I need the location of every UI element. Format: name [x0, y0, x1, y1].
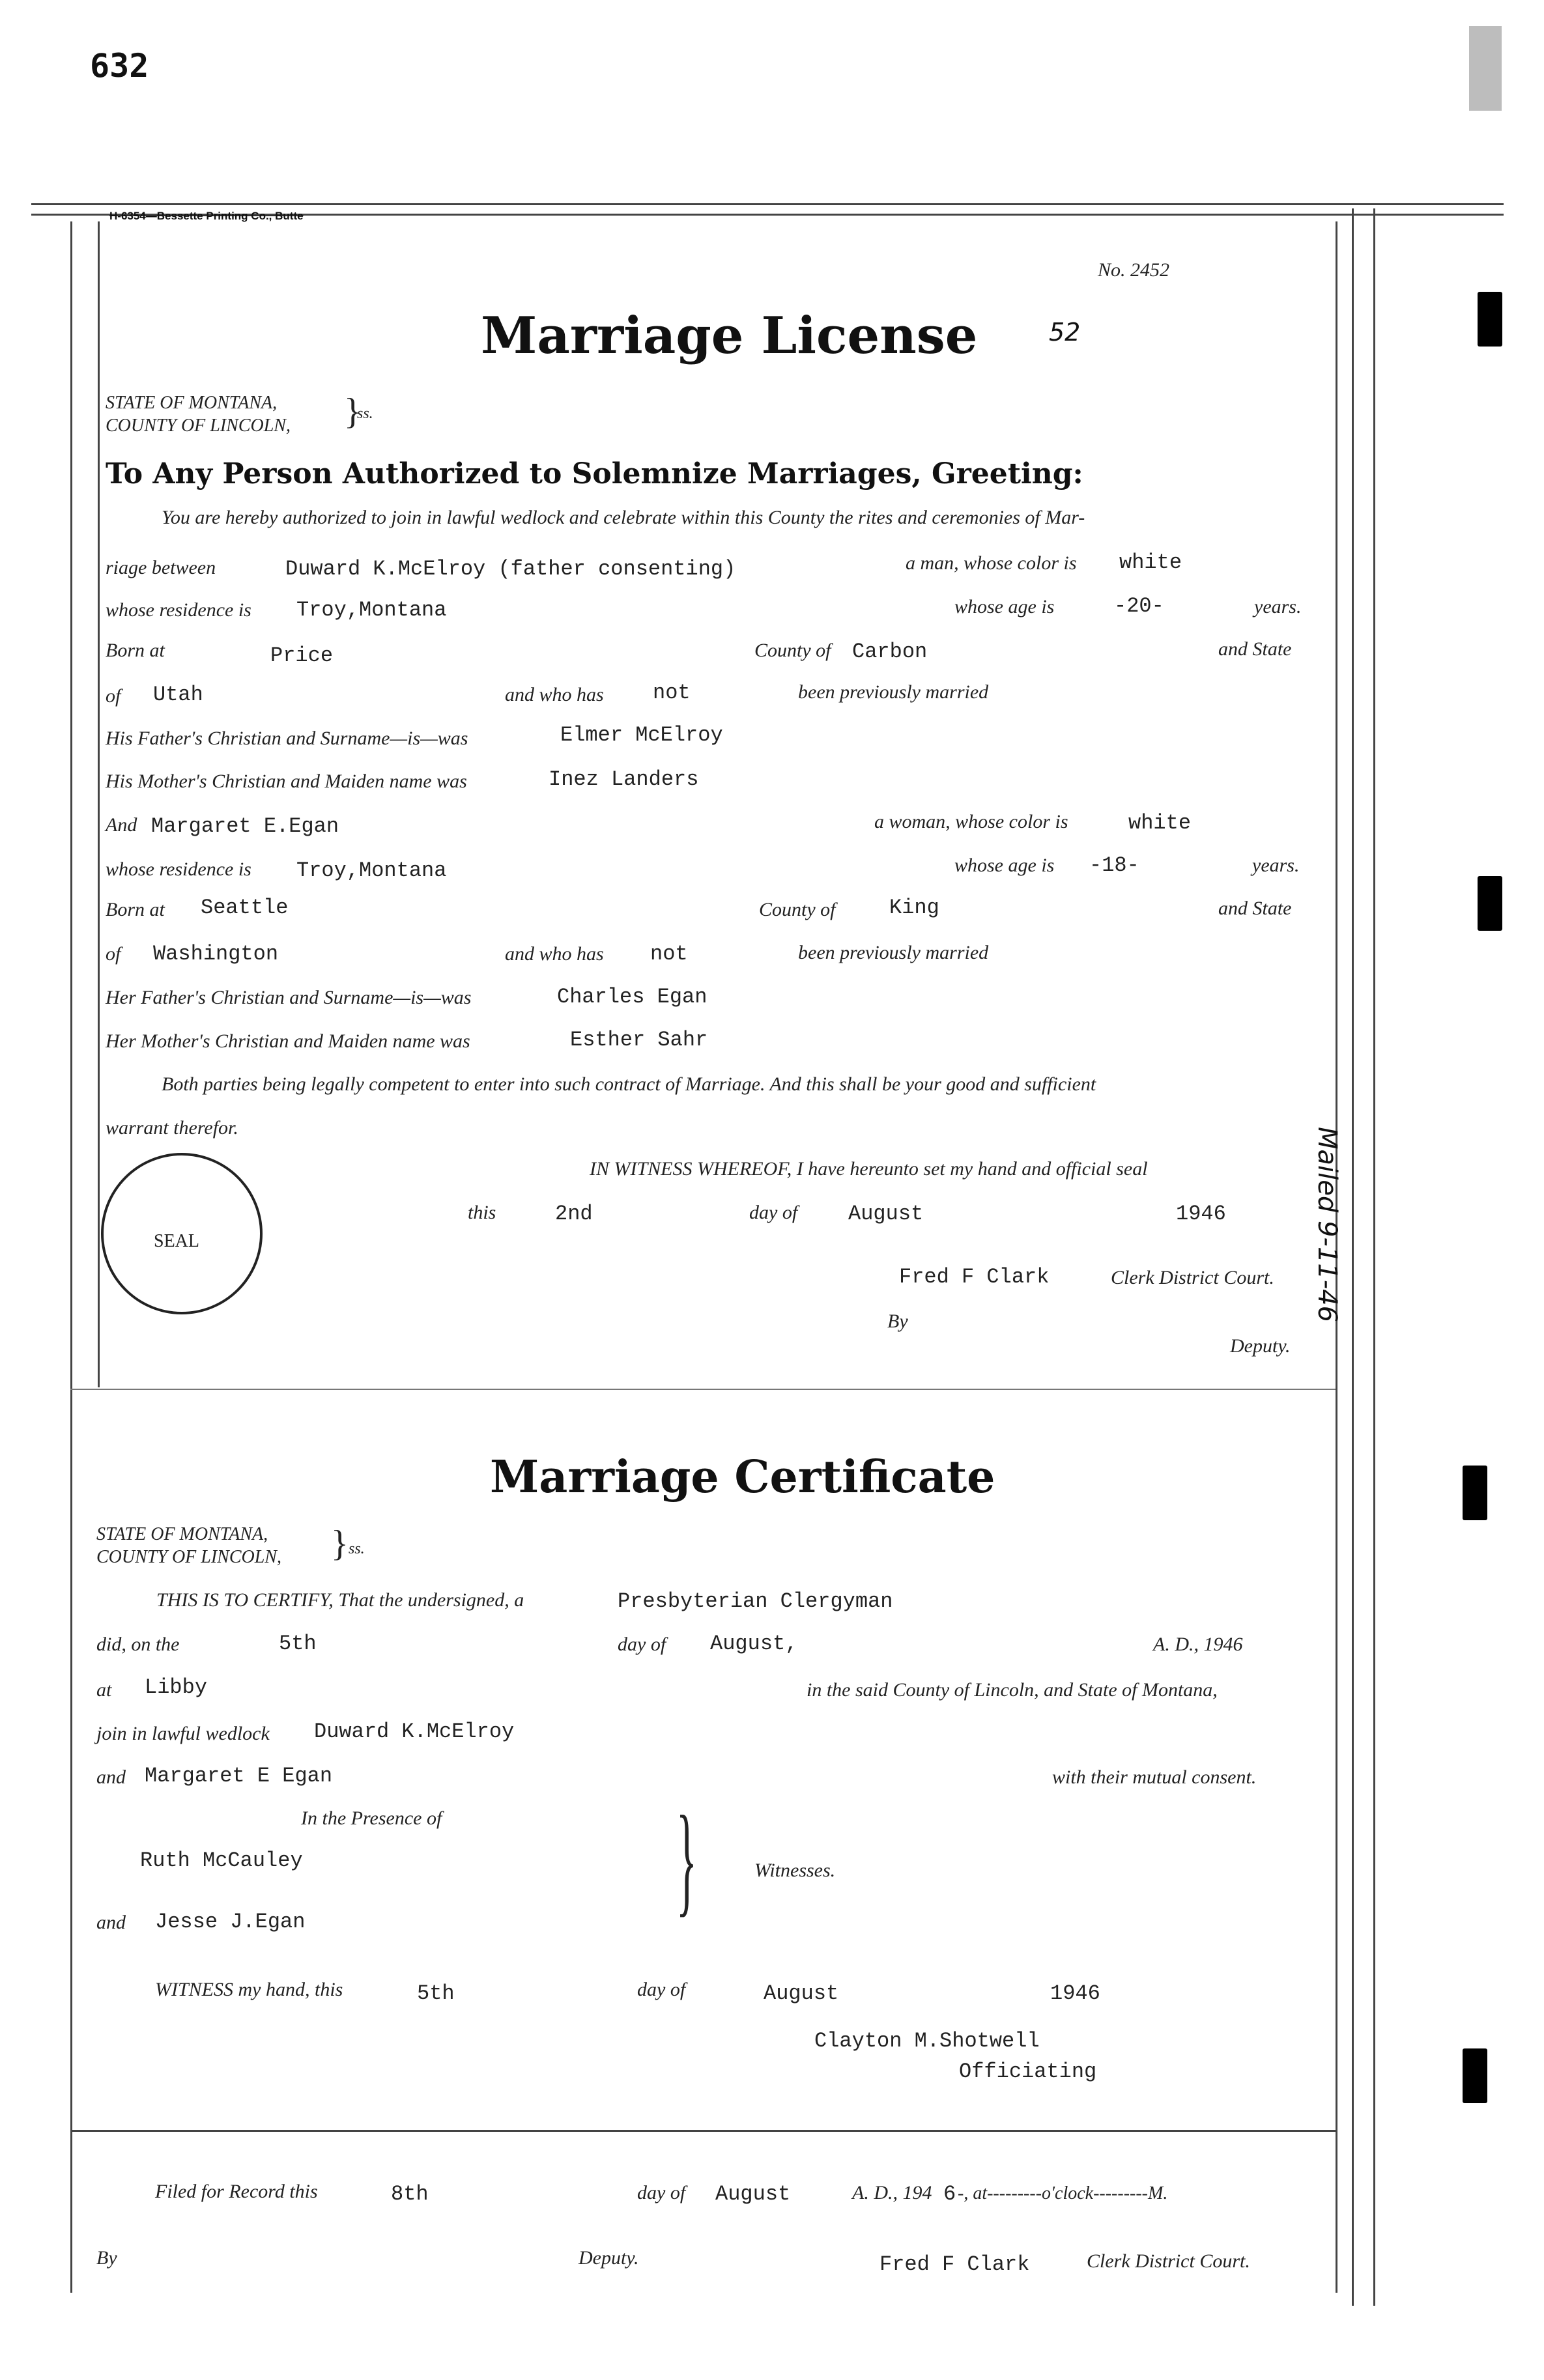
- woman-of-label: of: [106, 943, 121, 965]
- woman-mother-label: Her Mother's Christian and Maiden name was: [106, 1030, 470, 1052]
- man-of-label: of: [106, 685, 121, 707]
- cert-county-line: COUNTY OF LINCOLN,: [96, 1547, 281, 1567]
- license-title: Marriage License: [481, 306, 978, 365]
- woman-years-label: years.: [1252, 855, 1300, 876]
- man-county-label: County of: [754, 640, 831, 661]
- cert-ss: ss.: [349, 1540, 365, 1557]
- bride-and-label: And: [106, 814, 137, 836]
- intro-line-1: You are hereby authorized to join in lawful wedlock and celebrate within this County the rites and ceremonies of Mar-: [162, 507, 1085, 528]
- filing-clerk-name: Fred F Clark: [879, 2252, 1030, 2276]
- cert-bride: Margaret E Egan: [145, 1764, 333, 1788]
- cert-state-line: STATE OF MONTANA,: [96, 1524, 268, 1544]
- cert-place: Libby: [145, 1675, 208, 1699]
- license-number: No. 2452: [1098, 259, 1170, 281]
- woman-father: Charles Egan: [557, 985, 708, 1009]
- cert-groom: Duward K.McElroy: [314, 1720, 515, 1744]
- officiant-name: Clayton M.Shotwell: [814, 2029, 1040, 2053]
- license-state-line: STATE OF MONTANA,: [106, 393, 278, 413]
- margin-handwriting: Mailed 9-11-46: [1312, 1127, 1342, 1323]
- man-residence: Troy,Montana: [296, 598, 447, 622]
- filed-day: 8th: [391, 2182, 429, 2206]
- man-age: -20-: [1114, 594, 1164, 618]
- man-mother: Inez Landers: [549, 767, 699, 791]
- man-father: Elmer McElroy: [560, 723, 723, 747]
- witnesses-label: Witnesses.: [754, 1860, 836, 1881]
- man-color-label: a man, whose color is: [906, 552, 1077, 574]
- filing-clerk-title: Clerk District Court.: [1087, 2250, 1250, 2272]
- groom-name: Duward K.McElroy (father consenting): [285, 557, 736, 581]
- in-witness-whereof: IN WITNESS WHEREOF, I have hereunto set my hand and official seal: [590, 1158, 1148, 1180]
- binder-mark-3: [1463, 1466, 1487, 1520]
- man-color: white: [1119, 550, 1182, 574]
- witness-month: August: [764, 1981, 839, 2005]
- witness-day: 5th: [417, 1981, 455, 2005]
- bride-name: Margaret E.Egan: [151, 814, 339, 838]
- binder-mark-2: [1478, 876, 1502, 931]
- woman-father-label: Her Father's Christian and Surname—is—was: [106, 987, 472, 1008]
- woman-born-label: Born at: [106, 899, 165, 920]
- officiant-type: Presbyterian Clergyman: [618, 1589, 893, 1613]
- join-label: join in lawful wedlock: [96, 1723, 270, 1744]
- cert-and-label-2: and: [96, 1912, 126, 1933]
- witness-day-of-label: day of: [637, 1979, 686, 2000]
- binder-mark-4: [1463, 2048, 1487, 2103]
- man-mother-label: His Mother's Christian and Maiden name was: [106, 771, 467, 792]
- filing-deputy-label: Deputy.: [579, 2247, 639, 2269]
- witness-year: 1946: [1050, 1981, 1100, 2005]
- license-month: August: [848, 1202, 924, 1226]
- witness-2: Jesse J.Egan: [155, 1910, 306, 1934]
- man-age-label: whose age is: [954, 596, 1055, 617]
- woman-color: white: [1128, 811, 1192, 835]
- woman-prev-married-label: been previously married: [798, 942, 989, 963]
- woman-county-label: County of: [759, 899, 836, 920]
- page-edge-right: [1373, 208, 1375, 2306]
- license-year: 1946: [1176, 1202, 1226, 1226]
- did-on-label: did, on the: [96, 1634, 180, 1655]
- woman-color-label: a woman, whose color is: [874, 811, 1068, 832]
- cert-day-of-label: day of: [618, 1634, 666, 1655]
- officiating-label: Officiating: [959, 2060, 1097, 2084]
- man-and-state-label: and State: [1218, 638, 1292, 660]
- license-by-label: By: [887, 1310, 908, 1332]
- man-residence-label: whose residence is: [106, 599, 251, 621]
- county-state-label: in the said County of Lincoln, and State of Montana,: [807, 1679, 1218, 1701]
- man-state: Utah: [153, 683, 203, 707]
- cert-at-label: at: [96, 1679, 112, 1701]
- man-father-label: His Father's Christian and Surname—is—was: [106, 728, 468, 749]
- license-inner-left: [98, 221, 100, 1387]
- filing-by-label: By: [96, 2247, 117, 2269]
- section-divider: [70, 1389, 1336, 1390]
- witness-hand-label: WITNESS my hand, this: [155, 1979, 343, 2000]
- filed-label: Filed for Record this: [155, 2181, 318, 2202]
- man-birthplace: Price: [270, 644, 334, 668]
- competent-line-1: Both parties being legally competent to enter into such contract of Marriage. And this shall be your good and sufficient: [162, 1073, 1096, 1095]
- woman-residence: Troy,Montana: [296, 858, 447, 883]
- man-who-has-label: and who has: [505, 684, 604, 705]
- mutual-consent-label: with their mutual consent.: [1052, 1766, 1257, 1788]
- woman-age-label: whose age is: [954, 855, 1055, 876]
- filed-day-of-label: day of: [637, 2182, 686, 2203]
- man-years-label: years.: [1254, 596, 1302, 617]
- license-deputy-label: Deputy.: [1230, 1335, 1291, 1357]
- witness-brace: }: [676, 1791, 697, 1928]
- license-day-of-label: day of: [749, 1202, 798, 1223]
- header-rule-top: [31, 203, 1504, 205]
- filed-month: August: [715, 2182, 791, 2206]
- license-county-line: COUNTY OF LINCOLN,: [106, 416, 291, 436]
- scan-edge-shadow: [1469, 26, 1502, 111]
- man-born-label: Born at: [106, 640, 165, 661]
- woman-mother: Esther Sahr: [570, 1028, 708, 1052]
- clerk-title: Clerk District Court.: [1111, 1267, 1274, 1288]
- clerk-name: Fred F Clark: [899, 1265, 1050, 1289]
- form-left-border: [70, 221, 72, 2293]
- page-number: 632: [90, 47, 149, 85]
- woman-age: -18-: [1089, 853, 1139, 877]
- woman-who-has-label: and who has: [505, 943, 604, 965]
- intro-line-2: riage between: [106, 557, 216, 578]
- cert-day: 5th: [279, 1632, 317, 1656]
- man-prev-married-label: been previously married: [798, 681, 989, 703]
- license-ss: ss.: [357, 405, 373, 422]
- cert-brace: }: [331, 1523, 349, 1564]
- filing-divider: [70, 2130, 1336, 2132]
- woman-residence-label: whose residence is: [106, 858, 251, 880]
- certificate-title: Marriage Certificate: [490, 1451, 995, 1503]
- cert-month: August,: [710, 1632, 798, 1656]
- license-day: 2nd: [555, 1202, 593, 1226]
- cert-and-label: and: [96, 1766, 126, 1788]
- woman-state: Washington: [153, 942, 279, 966]
- man-county: Carbon: [852, 640, 928, 664]
- binder-mark-1: [1478, 292, 1502, 347]
- woman-birthplace: Seattle: [201, 896, 289, 920]
- license-brace: }: [344, 391, 362, 432]
- filed-year-digit: 6: [943, 2182, 956, 2206]
- license-greeting: To Any Person Authorized to Solemnize Marriages, Greeting:: [106, 457, 1083, 490]
- woman-and-state-label: and State: [1218, 898, 1292, 919]
- printer-imprint: H-6354—Bessette Printing Co., Butte: [109, 210, 304, 222]
- cert-ad-label: A. D., 1946: [1153, 1634, 1243, 1655]
- woman-county: King: [889, 896, 939, 920]
- filed-oclock: -, at---------o'clock---------M.: [958, 2183, 1168, 2203]
- competent-line-2: warrant therefor.: [106, 1117, 238, 1139]
- license-this-label: this: [468, 1202, 496, 1223]
- presence-label: In the Presence of: [301, 1807, 442, 1829]
- margin-note-52: 52: [1049, 318, 1081, 347]
- man-prev: not: [653, 681, 691, 705]
- witness-1: Ruth McCauley: [140, 1849, 303, 1873]
- filed-ad-label: A. D., 194: [852, 2182, 932, 2203]
- certify-label: THIS IS TO CERTIFY, That the undersigned, a: [156, 1589, 524, 1611]
- form-right-border-outer: [1352, 208, 1354, 2306]
- seal-label: SEAL: [154, 1231, 199, 1251]
- woman-prev: not: [650, 942, 688, 966]
